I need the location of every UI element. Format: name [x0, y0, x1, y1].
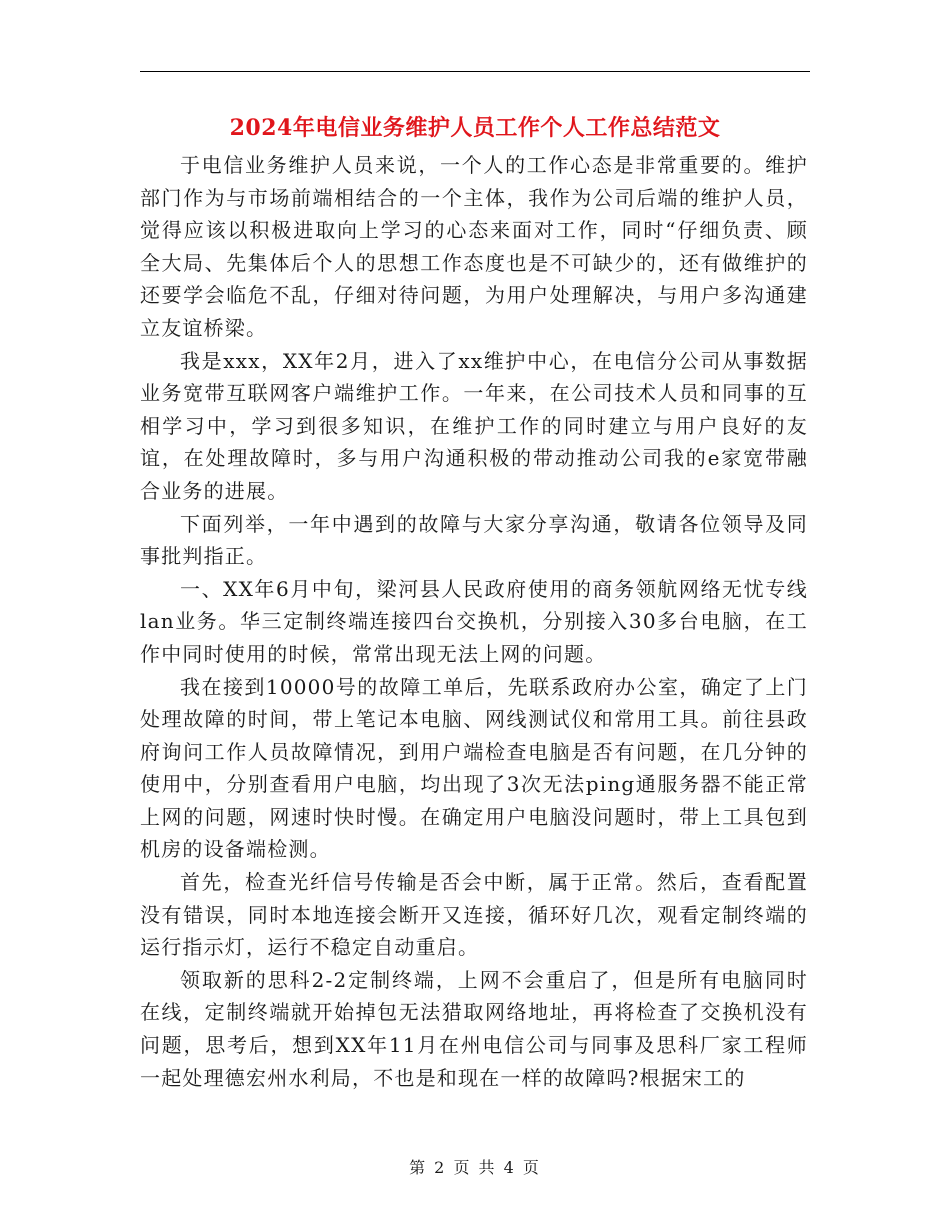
- document-body: [140, 149, 808, 1094]
- paragraph: 于电信业务维护人员来说，一个人的工作心态是非常重要的。维护部门作为与市场前端相结合的一个主体，我作为公司后端的维护人员，觉得应该以积极进取向上学习的心态来面对工作，同时“仔细负责、顾全大局、先集体后个人的思想工作态度也是不可缺少的，还有做维护的还要学会临危不乱，仔细对待问题，为用户处理解决，与用户多沟通建立友谊桥梁。: [140, 153, 808, 340]
- page-number: 第 2 页 共 4 页: [409, 1158, 541, 1177]
- paragraph: 我是xxx，XX年2月，进入了xx维护中心，在电信分公司从事数据业务宽带互联网客户端维护工作。一年来，在公司技术人员和同事的互相学习中，学习到很多知识，在维护工作的同时建立与用户良好的友谊，在处理故障时，多与用户沟通积极的带动推动公司我的e家宽带融合业务的进展。: [140, 348, 808, 503]
- paragraph: 领取新的思科2-2定制终端，上网不会重启了，但是所有电脑同时在线，定制终端就开始掉包无法猎取网络地址，再将检查了交换机没有问题，思考后，想到XX年11月在州电信公司与同事及思科厂家工程师一起处理德宏州水利局，不也是和现在一样的故障吗?根据宋工的: [140, 967, 808, 1090]
- paragraph: 我在接到10000号的故障工单后，先联系政府办公室，确定了上门处理故障的时间，带上笔记本电脑、网线测试仪和常用工具。前往县政府询问工作人员故障情况，到用户端检查电脑是否有问题，在几分钟的使用中，分别查看用户电脑，均出现了3次无法ping通服务器不能正常上网的问题，网速时快时慢。在确定用户电脑没问题时，带上工具包到机房的设备端检测。: [140, 674, 808, 862]
- paragraph: 首先，检查光纤信号传输是否会中断，属于正常。然后，查看配置没有错误，同时本地连接会断开又连接，循环好几次，观看定制终端的运行指示灯，运行不稳定自动重启。: [140, 870, 808, 960]
- header-rule: [140, 71, 810, 72]
- paragraph: 一、XX年6月中旬，梁河县人民政府使用的商务领航网络无忧专线lan业务。华三定制终端连接四台交换机，分别接入30多台电脑，在工作中同时使用的时候，常常出现无法上网的问题。: [140, 576, 808, 666]
- document-title: 2024年电信业务维护人员工作个人工作总结范文: [229, 115, 721, 141]
- paragraph: 下面列举，一年中遇到的故障与大家分享沟通，敬请各位领导及同事批判指正。: [140, 511, 808, 569]
